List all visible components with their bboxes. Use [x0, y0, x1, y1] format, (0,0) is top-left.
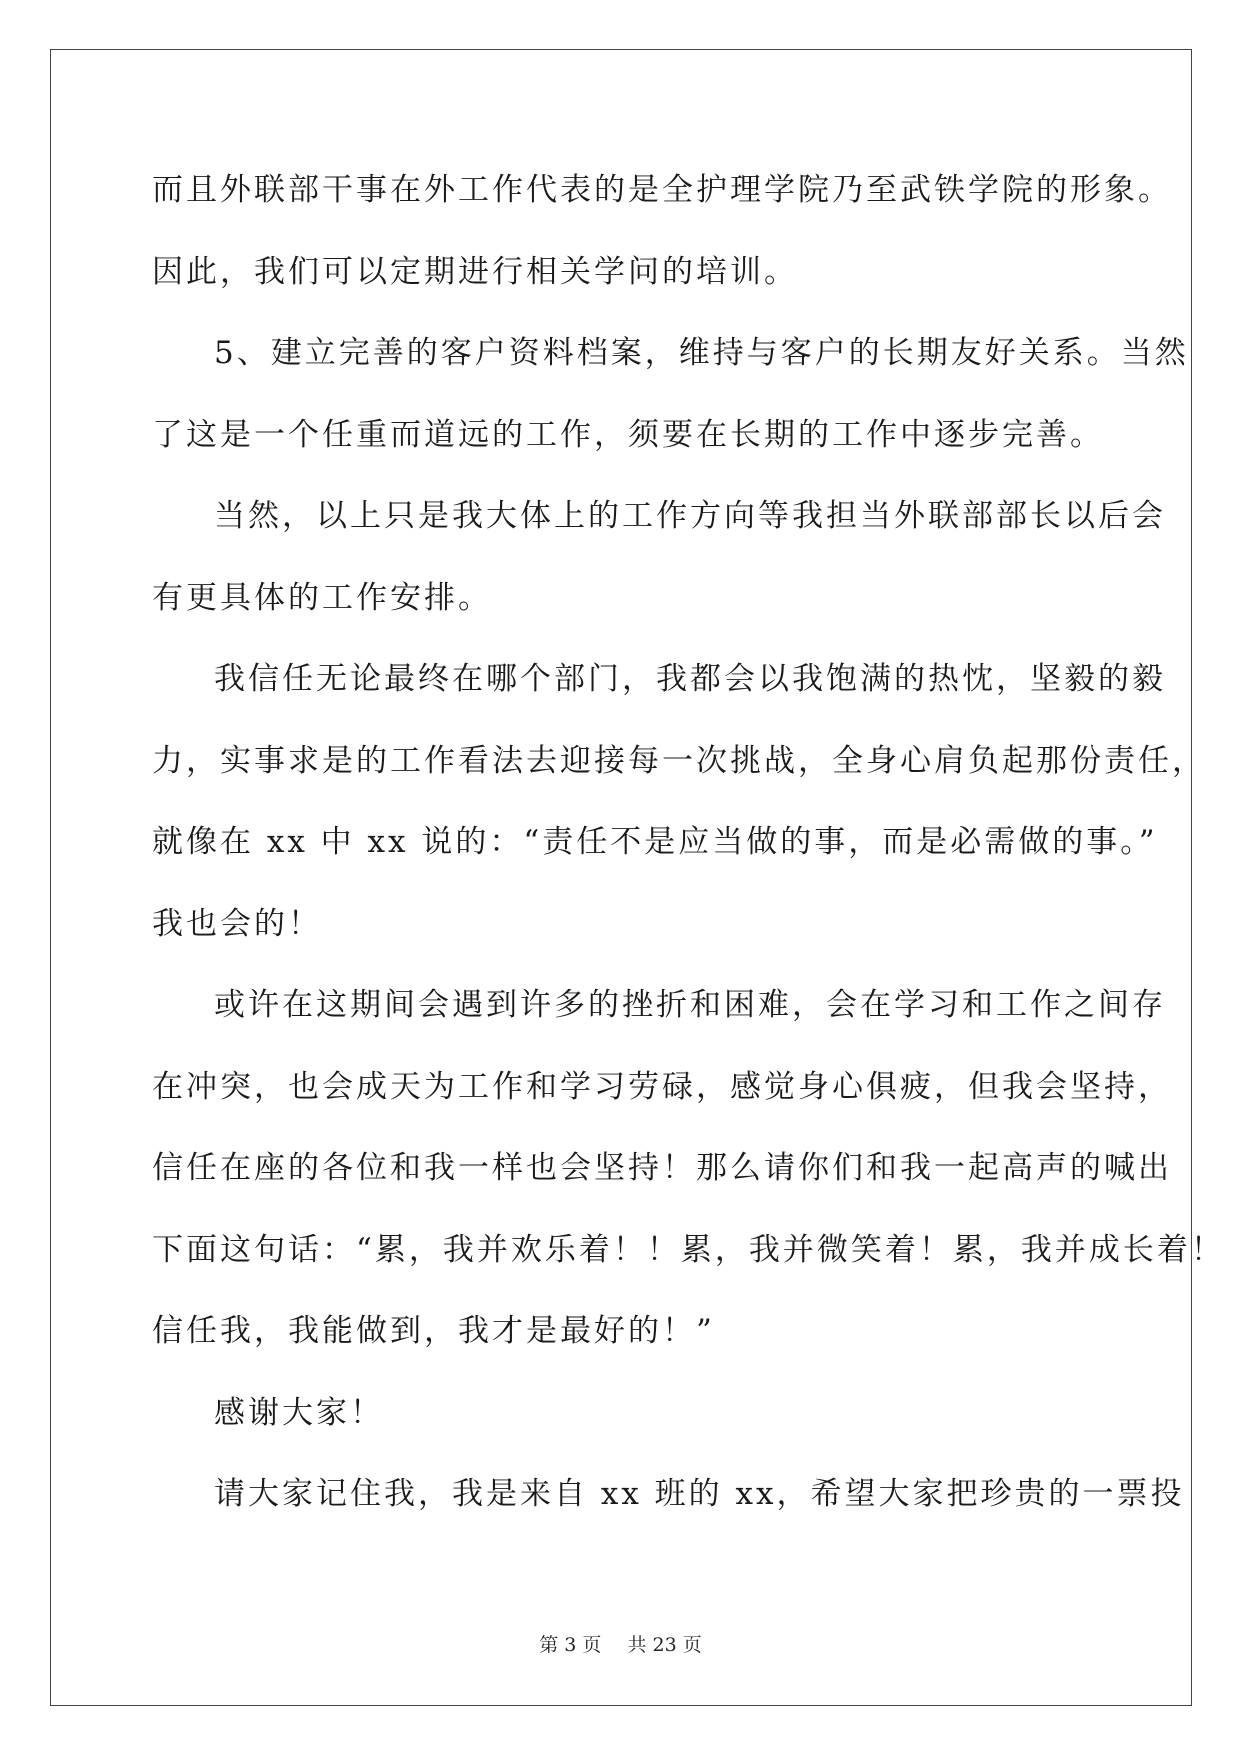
text-line: 5、建立完善的客户资料档案，维持与客户的长期友好关系。当然 [214, 335, 1189, 371]
text-line: 我信任无论最终在哪个部门，我都会以我饱满的热忱，坚毅的毅 [214, 661, 1166, 697]
page-number: 第 3 页 [539, 1634, 602, 1656]
text-line: 请大家记住我，我是来自 xx 班的 xx，希望大家把珍贵的一票投 [214, 1476, 1185, 1512]
document-body [152, 165, 1225, 1551]
text-line: 下面这句话：“累，我并欢乐着！！累，我并微笑着！累，我并成长着！ [152, 1231, 1225, 1268]
text-line: 了这是一个任重而道远的工作，须要在长期的工作中逐步完善。 [152, 416, 1104, 453]
text-line: 信任我，我能做到，我才是最好的！” [152, 1313, 715, 1349]
text-line: 有更具体的工作安排。 [152, 579, 492, 616]
text-line: 力，实事求是的工作看法去迎接每一次挑战，全身心肩负起那份责任， [152, 742, 1206, 779]
page-total: 共 23 页 [627, 1634, 702, 1656]
text-line: 在冲突，也会成天为工作和学习劳碌，感觉身心俱疲，但我会坚持， [152, 1068, 1172, 1105]
text-line: 信任在座的各位和我一样也会坚持！那么请你们和我一起高声的喊出 [152, 1150, 1172, 1186]
text-line: 因此，我们可以定期进行相关学问的培训。 [152, 253, 798, 290]
text-line: 或许在这期间会遇到许多的挫折和困难，会在学习和工作之间存 [214, 987, 1166, 1023]
text-line: 当然，以上只是我大体上的工作方向等我担当外联部部长以后会 [214, 498, 1166, 534]
text-line: 我也会的！ [152, 905, 322, 942]
text-line: 而且外联部干事在外工作代表的是全护理学院乃至武铁学院的形象。 [152, 172, 1172, 208]
page-footer [0, 1630, 1241, 1657]
text-line: 就像在 xx 中 xx 说的：“责任不是应当做的事，而是必需做的事。” [152, 824, 1158, 860]
text-line: 感谢大家！ [214, 1394, 384, 1431]
